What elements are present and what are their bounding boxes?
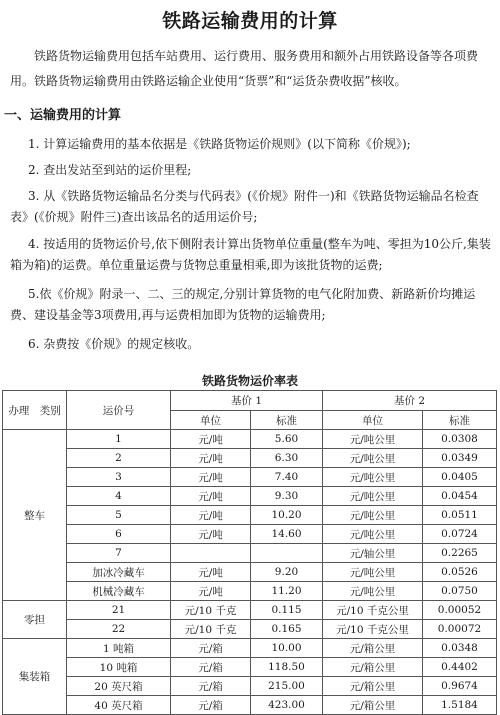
rate-no-cell: 4 — [67, 487, 171, 506]
base2-unit-cell: 元/箱公里 — [323, 639, 423, 658]
header-base2: 基价 2 — [323, 391, 497, 411]
base1-unit-cell: 元/10 千克 — [171, 620, 251, 639]
table-title: 铁路货物运价率表 — [201, 374, 298, 388]
base1-standard-cell: 9.20 — [251, 563, 323, 582]
base2-standard-cell: 0.9674 — [423, 677, 497, 696]
base2-unit-cell: 元/10 千克公里 — [323, 620, 423, 639]
base1-unit-cell: 元/吨 — [171, 506, 251, 525]
step-item-4: 4. 按适用的货物运价号,依下侧附表计算出货物单位重量(整车为吨、零担为10公斤,集装箱为箱)的运费。单位重量运费与货物总重量相乘,即为该批货物的运费; — [10, 237, 491, 272]
base2-standard-cell: 0.0511 — [423, 506, 497, 525]
base1-standard-cell: 0.115 — [251, 601, 323, 620]
category-cell: 零担 — [3, 601, 67, 639]
rate-no-cell: 10 吨箱 — [67, 658, 171, 677]
base1-unit-cell: 元/箱 — [171, 677, 251, 696]
base2-unit-cell: 元/箱公里 — [323, 658, 423, 677]
base1-standard-cell: 0.165 — [251, 620, 323, 639]
base2-standard-cell: 0.0724 — [423, 525, 497, 544]
step-item-3: 3. 从《铁路货物运输品名分类与代码表》(《价规》附件一)和《铁路货物运输品名检查表》(《价规》附件三)查出该品名的适用运价号; — [10, 189, 479, 224]
rate-table-body — [3, 391, 497, 715]
base2-standard-cell: 0.00052 — [423, 601, 497, 620]
base2-unit-cell: 元/吨公里 — [323, 563, 423, 582]
base1-standard-cell: 215.00 — [251, 677, 323, 696]
base2-unit-cell: 元/吨公里 — [323, 468, 423, 487]
base1-standard-cell: 6.30 — [251, 449, 323, 468]
base1-unit-cell: 元/箱 — [171, 658, 251, 677]
header-standard-1: 标准 — [251, 411, 323, 430]
base2-standard-cell: 0.0349 — [423, 449, 497, 468]
rate-no-cell: 3 — [67, 468, 171, 487]
table-row — [3, 449, 497, 468]
base2-standard-cell: 0.0405 — [423, 468, 497, 487]
base2-unit-cell: 元/吨公里 — [323, 430, 423, 449]
base2-unit-cell: 元/10 千克公里 — [323, 601, 423, 620]
base2-standard-cell: 1.5184 — [423, 696, 497, 715]
table-row — [3, 696, 497, 715]
base2-unit-cell: 元/轴公里 — [323, 544, 423, 563]
base1-standard-cell: 10.20 — [251, 506, 323, 525]
base1-standard-cell: 11.20 — [251, 582, 323, 601]
section-heading: 一、运输费用的计算 — [4, 108, 122, 123]
page-title: 铁路运输费用的计算 — [162, 10, 338, 32]
rate-no-cell: 2 — [67, 449, 171, 468]
base1-standard-cell: 118.50 — [251, 658, 323, 677]
header-standard-2: 标准 — [423, 411, 497, 430]
base1-standard-cell: 423.00 — [251, 696, 323, 715]
base1-standard-cell: 5.60 — [251, 430, 323, 449]
table-row — [3, 658, 497, 677]
rate-table — [2, 390, 497, 715]
base1-unit-cell: 元/吨 — [171, 487, 251, 506]
step-item-2: 2. 查出发站至到站的运价里程; — [28, 163, 192, 177]
base2-standard-cell: 0.0526 — [423, 563, 497, 582]
header-rate-no: 运价号 — [67, 391, 171, 430]
table-row — [3, 677, 497, 696]
table-row — [3, 430, 497, 449]
header-base1: 基价 1 — [171, 391, 323, 411]
base1-unit-cell: 元/吨 — [171, 468, 251, 487]
header-category: 办理 类别 — [3, 391, 67, 430]
table-row — [3, 601, 497, 620]
table-row — [3, 639, 497, 658]
base1-unit-cell: 元/吨 — [171, 525, 251, 544]
base2-standard-cell: 0.0308 — [423, 430, 497, 449]
base1-standard-cell: 7.40 — [251, 468, 323, 487]
base1-standard-cell: 14.60 — [251, 525, 323, 544]
step-item-5: 5.依《价规》附录一、二、三的规定,分别计算货物的电气化附加费、新路新价均摊运费、建设基金等3项费用,再与运费相加即为货物的运输费用; — [10, 287, 476, 322]
base1-unit-cell: 元/吨 — [171, 582, 251, 601]
rate-no-cell: 5 — [67, 506, 171, 525]
base2-unit-cell: 元/箱公里 — [323, 677, 423, 696]
base2-unit-cell: 元/吨公里 — [323, 449, 423, 468]
rate-no-cell: 加冰冷藏车 — [67, 563, 171, 582]
rate-no-cell: 21 — [67, 601, 171, 620]
rate-no-cell: 6 — [67, 525, 171, 544]
rate-no-cell: 1 — [67, 430, 171, 449]
category-cell: 集装箱 — [3, 639, 67, 715]
table-row — [3, 563, 497, 582]
base2-unit-cell: 元/吨公里 — [323, 506, 423, 525]
rate-no-cell: 机械冷藏车 — [67, 582, 171, 601]
header-unit-2: 单位 — [323, 411, 423, 430]
base1-unit-cell: 元/箱 — [171, 696, 251, 715]
base2-unit-cell: 元/吨公里 — [323, 582, 423, 601]
base1-unit-cell: 元/箱 — [171, 639, 251, 658]
table-row — [3, 620, 497, 639]
base2-unit-cell: 元/吨公里 — [323, 525, 423, 544]
base1-standard-cell: 10.00 — [251, 639, 323, 658]
category-cell: 整车 — [3, 430, 67, 601]
base2-standard-cell: 0.00072 — [423, 620, 497, 639]
step-item-1: 1. 计算运输费用的基本依据是《铁路货物运价规则》(以下简称《价规》); — [28, 137, 411, 151]
table-row — [3, 525, 497, 544]
rate-no-cell: 20 英尺箱 — [67, 677, 171, 696]
base2-unit-cell: 元/箱公里 — [323, 696, 423, 715]
base2-standard-cell: 0.4402 — [423, 658, 497, 677]
base2-standard-cell: 0.0454 — [423, 487, 497, 506]
rate-no-cell: 7 — [67, 544, 171, 563]
base2-standard-cell: 0.0348 — [423, 639, 497, 658]
table-row — [3, 544, 497, 563]
step-item-6: 6. 杂费按《价规》的规定核收。 — [28, 337, 200, 351]
base1-unit-cell — [171, 544, 251, 563]
base1-standard-cell: 9.30 — [251, 487, 323, 506]
base1-unit-cell: 元/吨 — [171, 563, 251, 582]
base2-unit-cell: 元/吨公里 — [323, 487, 423, 506]
base2-standard-cell: 0.2265 — [423, 544, 497, 563]
base1-unit-cell: 元/吨 — [171, 430, 251, 449]
table-row — [3, 468, 497, 487]
rate-no-cell: 1 吨箱 — [67, 639, 171, 658]
table-row — [3, 487, 497, 506]
table-row — [3, 506, 497, 525]
rate-no-cell: 22 — [67, 620, 171, 639]
intro-paragraph: 铁路货物运输费用包括车站费用、运行费用、服务费用和额外占用铁路设备等各项费用。铁路货物运输费用由铁路运输企业使用“货票”和“运货杂费收据”核收。 — [10, 49, 479, 88]
base1-standard-cell — [251, 544, 323, 563]
base1-unit-cell: 元/10 千克 — [171, 601, 251, 620]
header-unit-1: 单位 — [171, 411, 251, 430]
table-row — [3, 582, 497, 601]
base1-unit-cell: 元/吨 — [171, 449, 251, 468]
rate-no-cell: 40 英尺箱 — [67, 696, 171, 715]
base2-standard-cell: 0.0750 — [423, 582, 497, 601]
